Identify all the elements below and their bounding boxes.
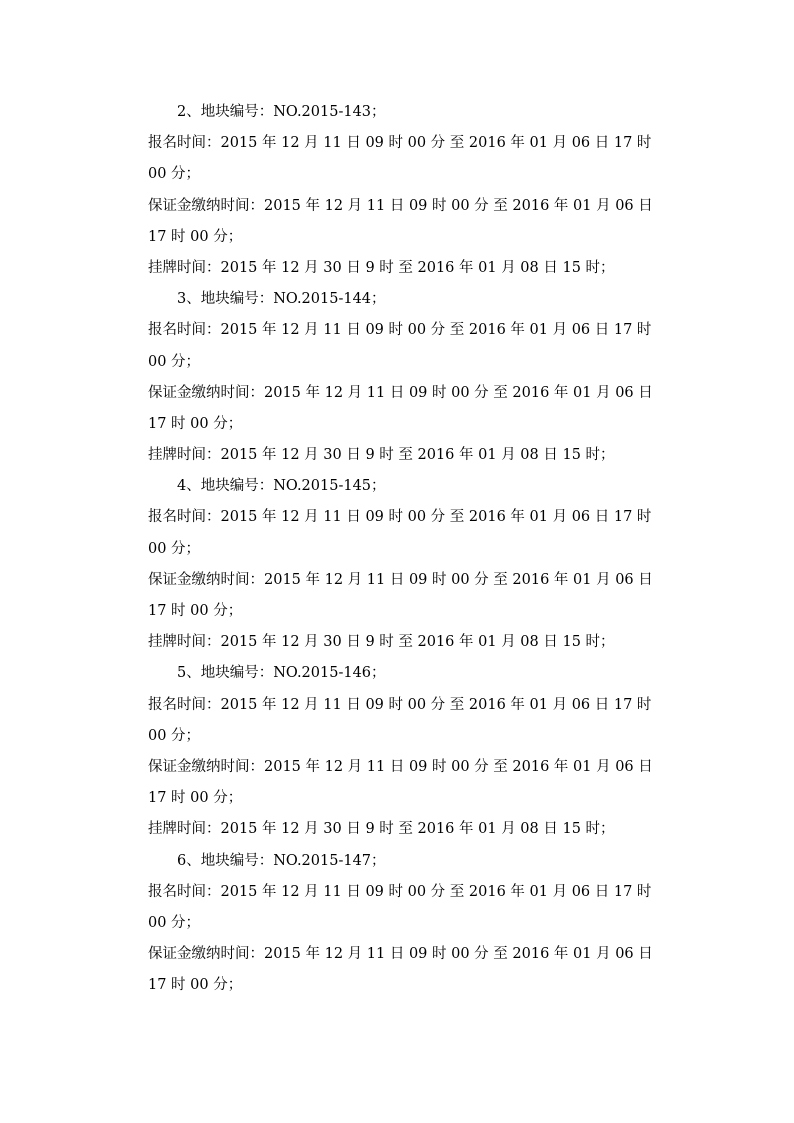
deposit-time: 保证金缴纳时间：2015 年 12 月 11 日 09 时 00 分 至 2016 年 01 月 06 日 xyxy=(148,384,653,401)
registration-time-continued: 00 分； xyxy=(148,166,201,183)
listing-time: 挂牌时间：2015 年 12 月 30 日 9 时 至 2016 年 01 月 08 日 15 时； xyxy=(148,447,615,464)
listing-time: 挂牌时间：2015 年 12 月 30 日 9 时 至 2016 年 01 月 08 日 15 时； xyxy=(148,634,615,651)
listing-time: 挂牌时间：2015 年 12 月 30 日 9 时 至 2016 年 01 月 08 日 15 时； xyxy=(148,259,615,276)
deposit-time-continued: 17 时 00 分； xyxy=(148,415,243,432)
deposit-time-continued: 17 时 00 分； xyxy=(148,977,243,994)
deposit-time: 保证金缴纳时间：2015 年 12 月 11 日 09 时 00 分 至 2016 年 01 月 06 日 xyxy=(148,758,653,775)
parcel-heading: 6、地块编号：NO.2015-147； xyxy=(177,852,386,869)
registration-time-continued: 00 分； xyxy=(148,353,201,370)
registration-time: 报名时间：2015 年 12 月 11 日 09 时 00 分 至 2016 年 01 月 06 日 17 时 xyxy=(148,883,652,900)
deposit-time-continued: 17 时 00 分； xyxy=(148,603,243,619)
registration-time: 报名时间：2015 年 12 月 11 日 09 时 00 分 至 2016 年 01 月 06 日 17 时 xyxy=(148,509,652,526)
deposit-time-continued: 17 时 00 分； xyxy=(148,228,243,245)
deposit-time: 保证金缴纳时间：2015 年 12 月 11 日 09 时 00 分 至 2016 年 01 月 06 日 xyxy=(148,946,653,963)
parcel-heading: 2、地块编号：NO.2015-143； xyxy=(177,104,386,120)
deposit-time: 保证金缴纳时间：2015 年 12 月 11 日 09 时 00 分 至 2016 年 01 月 06 日 xyxy=(148,571,653,588)
parcel-heading: 5、地块编号：NO.2015-146； xyxy=(177,665,386,682)
registration-time: 报名时间：2015 年 12 月 11 日 09 时 00 分 至 2016 年 01 月 06 日 17 时 xyxy=(148,696,652,713)
parcel-heading: 3、地块编号：NO.2015-144； xyxy=(177,291,386,308)
registration-time: 报名时间：2015 年 12 月 11 日 09 时 00 分 至 2016 年 01 月 06 日 17 时 xyxy=(148,322,652,339)
deposit-time: 保证金缴纳时间：2015 年 12 月 11 日 09 时 00 分 至 2016 年 01 月 06 日 xyxy=(148,197,653,214)
deposit-time-continued: 17 时 00 分； xyxy=(148,790,243,807)
parcel-heading: 4、地块编号：NO.2015-145； xyxy=(177,478,386,495)
registration-time: 报名时间：2015 年 12 月 11 日 09 时 00 分 至 2016 年 01 月 06 日 17 时 xyxy=(148,135,652,152)
registration-time-continued: 00 分； xyxy=(148,914,201,931)
registration-time-continued: 00 分； xyxy=(148,540,201,557)
listing-time: 挂牌时间：2015 年 12 月 30 日 9 时 至 2016 年 01 月 08 日 15 时； xyxy=(148,821,615,838)
registration-time-continued: 00 分； xyxy=(148,727,201,744)
document-body xyxy=(148,101,653,1005)
